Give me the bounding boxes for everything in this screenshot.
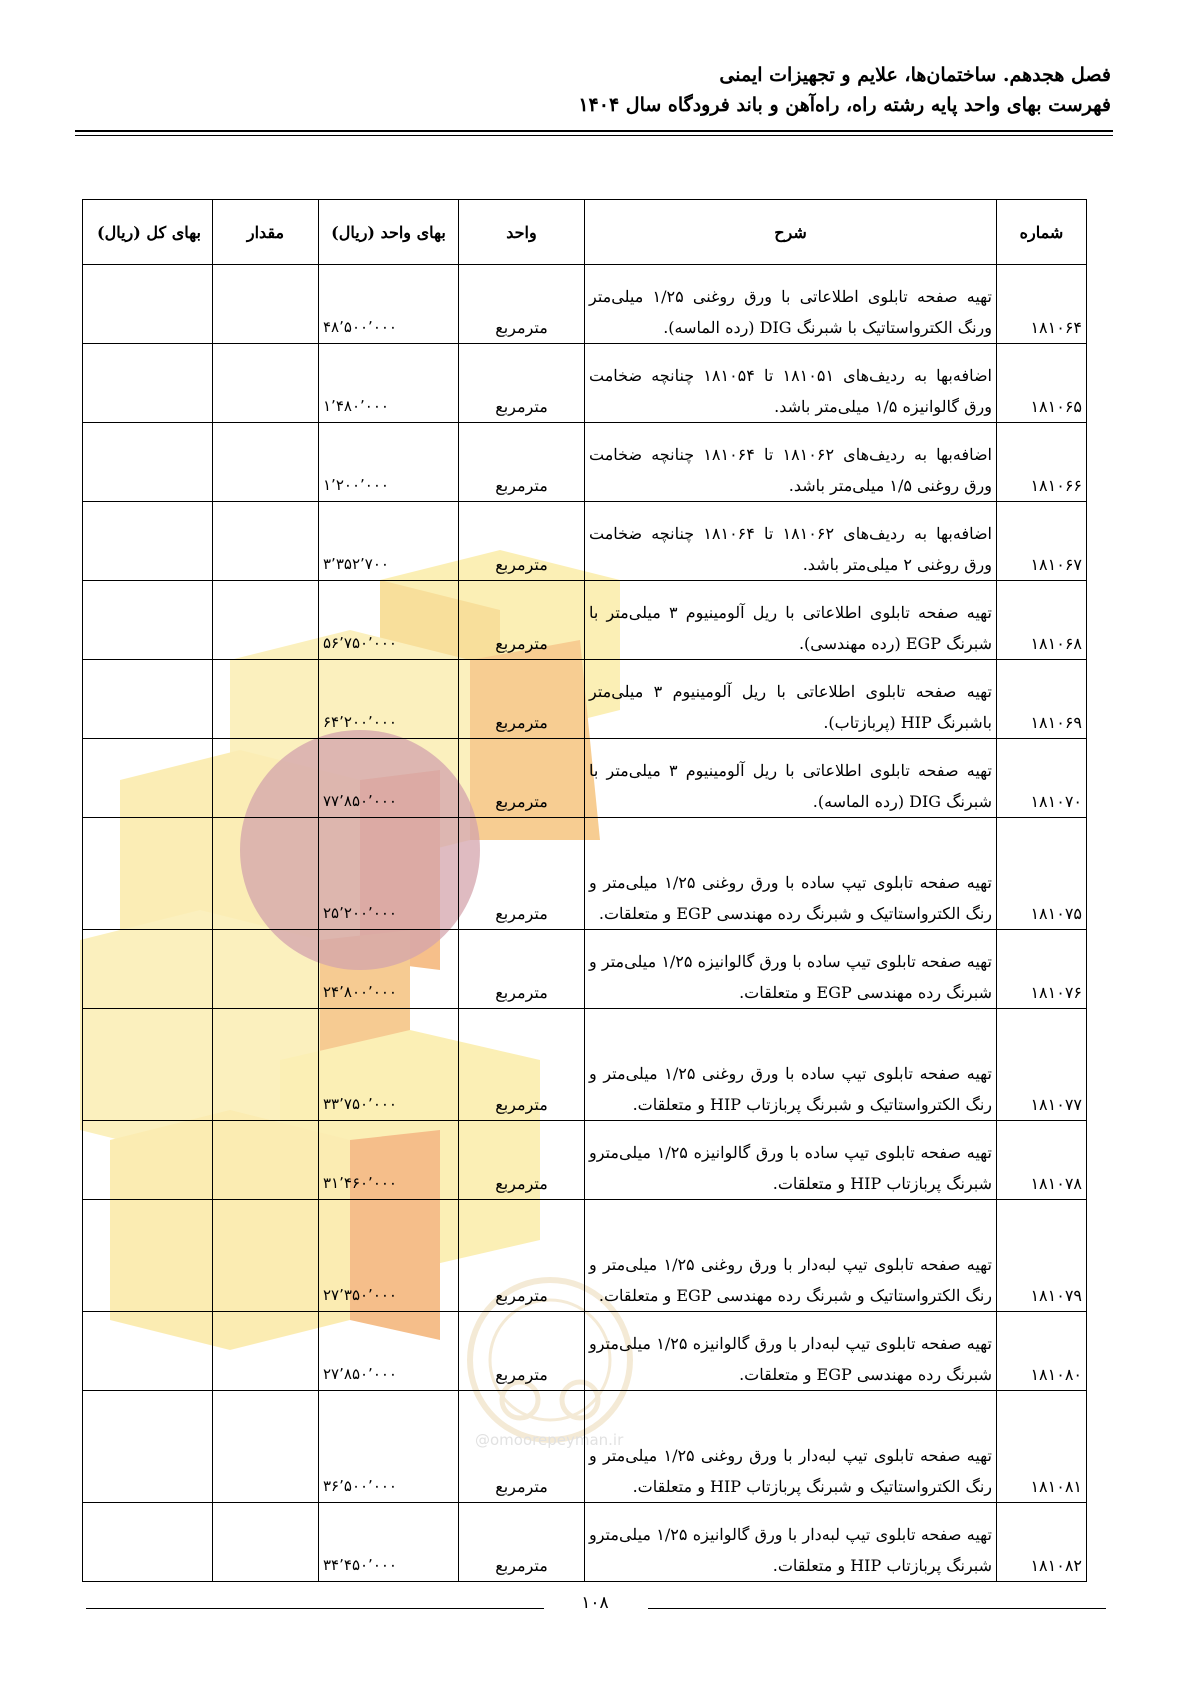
row-quantity: [213, 502, 319, 581]
header-divider-thin: [75, 135, 1113, 136]
row-unit: مترمربع: [459, 1009, 585, 1121]
row-code: ۱۸۱۰۷۵: [997, 818, 1087, 930]
row-unit: مترمربع: [459, 502, 585, 581]
row-code: ۱۸۱۰۷۹: [997, 1200, 1087, 1312]
row-unit: مترمربع: [459, 265, 585, 344]
price-table: [82, 199, 1087, 1582]
col-unit-price: بهای واحد (ریال): [319, 200, 459, 265]
row-quantity: [213, 1503, 319, 1582]
row-code: ۱۸۱۰۷۸: [997, 1121, 1087, 1200]
row-code: ۱۸۱۰۸۲: [997, 1503, 1087, 1582]
row-unit: مترمربع: [459, 1503, 585, 1582]
row-description: تهیه صفحه تابلوی تیپ ساده با ورق گالوانیزه ۱/۲۵ میلی‌مترو شبرنگ پربازتاب HIP و متعلقات.: [585, 1121, 997, 1200]
row-unit-price: ۲۴٬۸۰۰٬۰۰۰: [319, 930, 459, 1009]
row-code: ۱۸۱۰۸۰: [997, 1312, 1087, 1391]
price-list-title: فهرست بهای واحد پایه رشته راه، راه‌آهن و باند فرودگاه سال ۱۴۰۴: [578, 94, 1111, 116]
row-unit-price: ۲۵٬۲۰۰٬۰۰۰: [319, 818, 459, 930]
row-quantity: [213, 1009, 319, 1121]
row-unit: مترمربع: [459, 344, 585, 423]
row-code: ۱۸۱۰۷۶: [997, 930, 1087, 1009]
row-quantity: [213, 344, 319, 423]
table-row: [83, 265, 1087, 344]
row-code: ۱۸۱۰۶۹: [997, 660, 1087, 739]
row-unit-price: ۲۷٬۸۵۰٬۰۰۰: [319, 1312, 459, 1391]
row-description: تهیه صفحه تابلوی اطلاعاتی با ریل آلومینیوم ۳ میلی‌متر باشبرنگ HIP (پربازتاب).: [585, 660, 997, 739]
row-unit: مترمربع: [459, 1121, 585, 1200]
table-row: [83, 423, 1087, 502]
header-divider: [75, 130, 1113, 132]
chapter-title: فصل هجدهم. ساختمان‌ها، علایم و تجهیزات ایمنی: [719, 64, 1111, 86]
row-unit: مترمربع: [459, 818, 585, 930]
row-unit-price: ۴۸٬۵۰۰٬۰۰۰: [319, 265, 459, 344]
row-unit-price: ۵۶٬۷۵۰٬۰۰۰: [319, 581, 459, 660]
row-total: [83, 818, 213, 930]
row-description: تهیه صفحه تابلوی تیپ لبه‌دار با ورق گالوانیزه ۱/۲۵ میلی‌مترو شبرنگ رده مهندسی EGP و متعلقات.: [585, 1312, 997, 1391]
table-row: [83, 1391, 1087, 1503]
row-description: اضافه‌بها به ردیف‌های ۱۸۱۰۵۱ تا ۱۸۱۰۵۴ چنانچه ضخامت ورق گالوانیزه ۱/۵ میلی‌متر باشد.: [585, 344, 997, 423]
row-quantity: [213, 1391, 319, 1503]
row-unit-price: ۳۳٬۷۵۰٬۰۰۰: [319, 1009, 459, 1121]
row-quantity: [213, 1121, 319, 1200]
row-code: ۱۸۱۰۶۶: [997, 423, 1087, 502]
table-row: [83, 739, 1087, 818]
row-code: ۱۸۱۰۶۵: [997, 344, 1087, 423]
table-header-row: [83, 200, 1087, 265]
row-unit: مترمربع: [459, 423, 585, 502]
table-row: [83, 1121, 1087, 1200]
row-quantity: [213, 581, 319, 660]
row-total: [83, 930, 213, 1009]
table-row: [83, 1312, 1087, 1391]
row-quantity: [213, 423, 319, 502]
row-quantity: [213, 660, 319, 739]
row-total: [83, 1121, 213, 1200]
row-code: ۱۸۱۰۷۰: [997, 739, 1087, 818]
row-total: [83, 581, 213, 660]
watermark-handle: @omoorepeyman.ir: [475, 1431, 624, 1449]
table-row: [83, 344, 1087, 423]
row-quantity: [213, 1312, 319, 1391]
row-quantity: [213, 818, 319, 930]
table-row: [83, 1200, 1087, 1312]
row-code: ۱۸۱۰۶۸: [997, 581, 1087, 660]
row-unit: مترمربع: [459, 1200, 585, 1312]
row-code: ۱۸۱۰۸۱: [997, 1391, 1087, 1503]
row-code: ۱۸۱۰۶۴: [997, 265, 1087, 344]
page-header: [81, 60, 1111, 120]
row-unit: مترمربع: [459, 660, 585, 739]
row-total: [83, 423, 213, 502]
row-total: [83, 660, 213, 739]
page-number: ۱۰۸: [581, 1593, 609, 1613]
row-unit-price: ۷۷٬۸۵۰٬۰۰۰: [319, 739, 459, 818]
row-total: [83, 265, 213, 344]
row-unit: مترمربع: [459, 1391, 585, 1503]
row-description: تهیه صفحه تابلوی اطلاعاتی با ورق روغنی ۱/۲۵ میلی‌متر ورنگ الکترواستاتیک با شبرنگ DIG (رده الماسه).: [585, 265, 997, 344]
row-quantity: [213, 265, 319, 344]
footer-rule-right: [648, 1608, 1106, 1609]
row-total: [83, 344, 213, 423]
row-quantity: [213, 739, 319, 818]
row-quantity: [213, 930, 319, 1009]
row-description: تهیه صفحه تابلوی تیپ ساده با ورق روغنی ۱/۲۵ میلی‌متر و رنگ الکترواستاتیک و شبرنگ رده مهندسی EGP و متعلقات.: [585, 818, 997, 930]
row-unit-price: ۱٬۲۰۰٬۰۰۰: [319, 423, 459, 502]
table-row: [83, 581, 1087, 660]
table-row: [83, 502, 1087, 581]
row-unit: مترمربع: [459, 739, 585, 818]
row-description: اضافه‌بها به ردیف‌های ۱۸۱۰۶۲ تا ۱۸۱۰۶۴ چنانچه ضخامت ورق روغنی ۲ میلی‌متر باشد.: [585, 502, 997, 581]
table-row: [83, 1503, 1087, 1582]
row-description: تهیه صفحه تابلوی تیپ لبه‌دار با ورق روغنی ۱/۲۵ میلی‌متر و رنگ الکترواستاتیک و شبرنگ پربازتاب HIP و متعلقات.: [585, 1391, 997, 1503]
row-description: اضافه‌بها به ردیف‌های ۱۸۱۰۶۲ تا ۱۸۱۰۶۴ چنانچه ضخامت ورق روغنی ۱/۵ میلی‌متر باشد.: [585, 423, 997, 502]
table-row: [83, 1009, 1087, 1121]
row-unit-price: ۶۴٬۲۰۰٬۰۰۰: [319, 660, 459, 739]
col-quantity: مقدار: [213, 200, 319, 265]
col-unit: واحد: [459, 200, 585, 265]
table-row: [83, 818, 1087, 930]
row-code: ۱۸۱۰۶۷: [997, 502, 1087, 581]
row-unit-price: ۲۷٬۳۵۰٬۰۰۰: [319, 1200, 459, 1312]
row-unit: مترمربع: [459, 1312, 585, 1391]
row-total: [83, 1200, 213, 1312]
row-description: تهیه صفحه تابلوی تیپ ساده با ورق گالوانیزه ۱/۲۵ میلی‌متر و شبرنگ رده مهندسی EGP و متعلقات.: [585, 930, 997, 1009]
row-unit-price: ۳۴٬۴۵۰٬۰۰۰: [319, 1503, 459, 1582]
row-total: [83, 739, 213, 818]
row-unit-price: ۳۱٬۴۶۰٬۰۰۰: [319, 1121, 459, 1200]
row-code: ۱۸۱۰۷۷: [997, 1009, 1087, 1121]
table-row: [83, 930, 1087, 1009]
row-description: تهیه صفحه تابلوی اطلاعاتی با ریل آلومینیوم ۳ میلی‌متر با شبرنگ EGP (رده مهندسی).: [585, 581, 997, 660]
row-total: [83, 1312, 213, 1391]
row-total: [83, 1009, 213, 1121]
col-code: شماره: [997, 200, 1087, 265]
row-total: [83, 502, 213, 581]
row-unit-price: ۱٬۴۸۰٬۰۰۰: [319, 344, 459, 423]
row-quantity: [213, 1200, 319, 1312]
row-total: [83, 1391, 213, 1503]
col-description: شرح: [585, 200, 997, 265]
col-total: بهای کل (ریال): [83, 200, 213, 265]
table-row: [83, 660, 1087, 739]
row-description: تهیه صفحه تابلوی اطلاعاتی با ریل آلومینیوم ۳ میلی‌متر با شبرنگ DIG (رده الماسه).: [585, 739, 997, 818]
row-description: تهیه صفحه تابلوی تیپ ساده با ورق روغنی ۱/۲۵ میلی‌متر و رنگ الکترواستاتیک و شبرنگ پربازتاب HIP و متعلقات.: [585, 1009, 997, 1121]
row-unit: مترمربع: [459, 930, 585, 1009]
row-unit-price: ۳۶٬۵۰۰٬۰۰۰: [319, 1391, 459, 1503]
row-description: تهیه صفحه تابلوی تیپ لبه‌دار با ورق گالوانیزه ۱/۲۵ میلی‌مترو شبرنگ پربازتاب HIP و متعلقات.: [585, 1503, 997, 1582]
row-unit-price: ۳٬۳۵۲٬۷۰۰: [319, 502, 459, 581]
row-unit: مترمربع: [459, 581, 585, 660]
row-description: تهیه صفحه تابلوی تیپ لبه‌دار با ورق روغنی ۱/۲۵ میلی‌متر و رنگ الکترواستاتیک و شبرنگ رده مهندسی EGP و متعلقات.: [585, 1200, 997, 1312]
row-total: [83, 1503, 213, 1582]
